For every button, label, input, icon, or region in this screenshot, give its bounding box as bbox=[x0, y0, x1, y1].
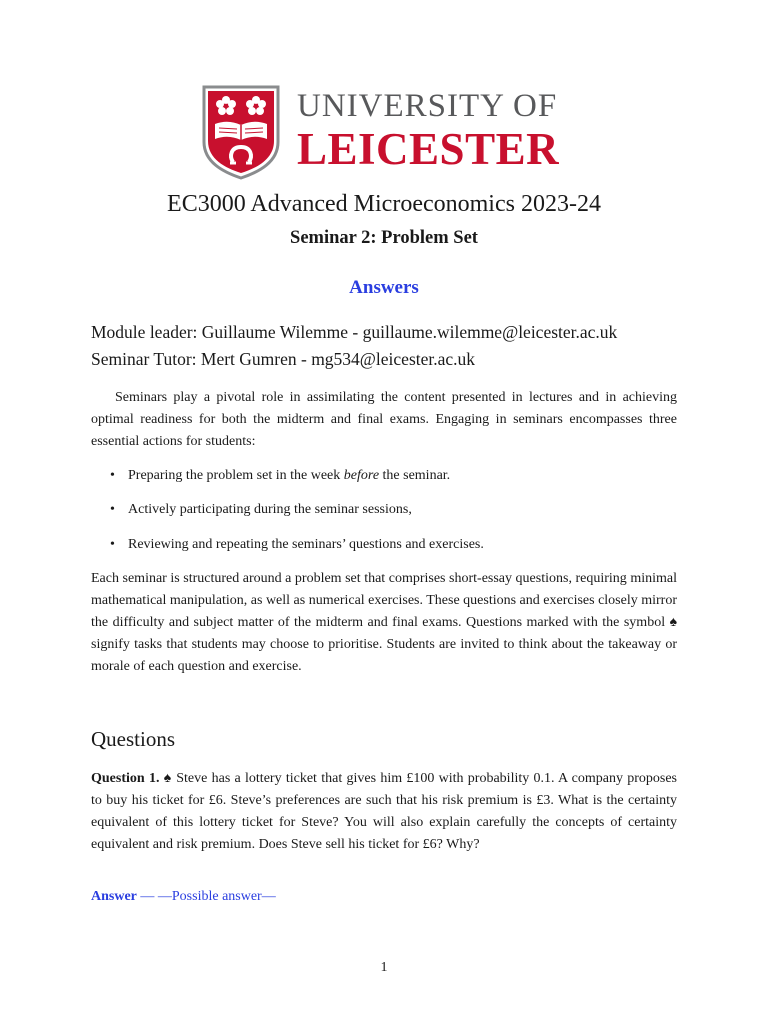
bullet-dot-icon: • bbox=[110, 502, 115, 517]
university-crest-icon bbox=[201, 84, 281, 180]
list-item-text: Reviewing and repeating the seminars’ questions and exercises. bbox=[128, 537, 484, 552]
question-text: Steve has a lottery ticket that gives him £100 with probability 0.1. A company proposes to buy his ticket for £6. Steve’s preferences are such that his risk premium is £3. What is the certainty equivalent of this lottery ticket for Steve? You will also explain carefully the concepts of certainty equivalent and risk premium. Does Steve sell his ticket for £6? Why? bbox=[91, 771, 677, 852]
answer-text: — —Possible answer— bbox=[136, 889, 276, 904]
logo-wordmark-line1: UNIVERSITY OF bbox=[297, 88, 558, 124]
page-number: 1 bbox=[380, 960, 388, 975]
questions-heading: Questions bbox=[91, 727, 175, 751]
answer-label: Answer bbox=[91, 889, 137, 904]
answer-line bbox=[91, 889, 276, 905]
bullet-dot-icon: • bbox=[110, 468, 115, 483]
list-item bbox=[110, 468, 450, 484]
question-1 bbox=[91, 768, 677, 856]
structure-paragraph bbox=[91, 568, 677, 678]
course-title: EC3000 Advanced Microeconomics 2023-24 bbox=[167, 191, 601, 217]
logo-wordmark bbox=[297, 86, 569, 172]
list-item-text: Actively participating during the seminar sessions, bbox=[128, 502, 412, 517]
module-leader-line: Module leader: Guillaume Wilemme - guillaume.wilemme@leicester.ac.uk bbox=[91, 322, 618, 342]
list-item bbox=[110, 502, 412, 518]
list-item-text: Preparing the problem set in the week bbox=[128, 468, 344, 483]
list-item-emphasis: before bbox=[343, 468, 380, 483]
structure-text-part1: Each seminar is structured around a problem set that comprises short-essay questions, requiring minimal mathematical manipulation, as well as numerical exercises. These questions and exercises closely mirror the difficulty and subject matter of the midterm and final exams. Questions marked with the symbol bbox=[91, 571, 677, 630]
spade-icon: ♠ bbox=[163, 771, 172, 786]
bullet-dot-icon: • bbox=[110, 537, 115, 552]
answers-heading: Answers bbox=[349, 277, 419, 298]
question-label: Question 1. bbox=[91, 771, 160, 786]
list-item-text-end: the seminar. bbox=[379, 468, 451, 483]
seminar-subtitle: Seminar 2: Problem Set bbox=[290, 228, 478, 248]
logo-wordmark-line2: LEICESTER bbox=[297, 124, 560, 174]
list-item bbox=[110, 537, 484, 553]
intro-paragraph: Seminars play a pivotal role in assimilating the content presented in lectures and in achieving optimal readiness for both the midterm and final exams. Engaging in seminars encompasses three essential actions for students: bbox=[91, 390, 677, 449]
structure-text-part2: signify tasks that students may choose to prioritise. Students are invited to think about the takeaway or morale of each question and exercise. bbox=[91, 637, 677, 674]
seminar-tutor-line: Seminar Tutor: Mert Gumren - mg534@leicester.ac.uk bbox=[91, 349, 476, 369]
university-logo bbox=[201, 84, 571, 180]
spade-icon: ♠ bbox=[669, 615, 677, 630]
